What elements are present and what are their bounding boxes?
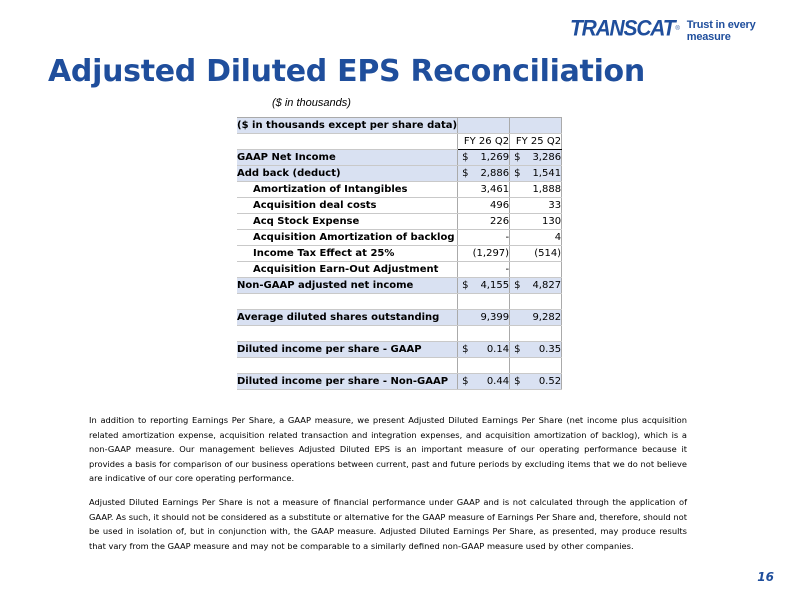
table-column-header-row — [237, 134, 562, 150]
table-row — [237, 182, 562, 198]
page-number: 16 — [757, 570, 774, 584]
currency-symbol: $ — [462, 168, 469, 179]
logo-tagline: Trust in every measure — [686, 18, 756, 43]
non-gaap-explanation-paragraph: In addition to reporting Earnings Per Share, a GAAP measure, we present Adjusted Diluted Earnings Per Share (net income plus acquisition related amortization expense, acquisition related transaction and integration expenses, and acquisition amortization of backlog), which is a non-GAAP measure. Our management believes Adjusted Diluted EPS is an important measure of our operating performance because it provides a basis for comparison of our business operations between current, past and future periods by excluding items that we do not believe are indicative of our core operating performance. — [89, 415, 687, 484]
non-gaap-disclaimer-paragraph: Adjusted Diluted Earnings Per Share is not a measure of financial performance under GAAP and is not calculated through the application of GAAP. As such, it should not be considered as a substitute or alternative for the GAAP measure of Earnings Per Share and, therefore, should not be used in isolation of, but in conjunction with, the GAAP measure. Adjusted Diluted Earnings Per Share, as presented, may produce results that vary from the GAAP measure and may not be comparable to a similarly defined non-GAAP measure used by other companies. — [89, 497, 687, 551]
value-cell: 130 — [510, 214, 562, 230]
value-cell: 1,888 — [510, 182, 562, 198]
currency-symbol: $ — [514, 152, 521, 163]
eps-reconciliation-table — [237, 117, 562, 390]
value-cell: 0.35 — [538, 344, 562, 355]
currency-symbol: $ — [514, 168, 521, 179]
currency-symbol: $ — [462, 376, 469, 387]
row-label: Acq Stock Expense — [237, 214, 458, 230]
value-cell — [510, 262, 562, 278]
table-spacer-row — [237, 294, 562, 310]
units-note: ($ in thousands) — [272, 97, 351, 109]
currency-symbol: $ — [462, 344, 469, 355]
page-title: Adjusted Diluted EPS Reconciliation — [48, 54, 645, 89]
value-cell: 0.52 — [538, 376, 562, 387]
table-row — [237, 230, 562, 246]
table-spacer-row — [237, 358, 562, 374]
value-cell: - — [458, 230, 510, 246]
row-label: GAAP Net Income — [237, 150, 458, 166]
table-row — [237, 342, 562, 358]
table-units-label: ($ in thousands except per share data) — [237, 118, 458, 134]
currency-symbol: $ — [514, 344, 521, 355]
table-header-row — [237, 118, 562, 134]
table-row — [237, 150, 562, 166]
value-cell: 0.14 — [486, 344, 510, 355]
row-label: Average diluted shares outstanding — [237, 310, 458, 326]
value-cell: 4,155 — [480, 280, 510, 291]
row-label: Non-GAAP adjusted net income — [237, 278, 458, 294]
currency-symbol: $ — [514, 376, 521, 387]
value-cell: 226 — [458, 214, 510, 230]
row-label: Amortization of Intangibles — [237, 182, 458, 198]
value-cell: 4,827 — [532, 280, 562, 291]
logo-registered-mark: ® — [675, 26, 680, 32]
row-label: Add back (deduct) — [237, 166, 458, 182]
value-cell: 4 — [510, 230, 562, 246]
logo-wordmark: TRANSCAT — [570, 16, 675, 41]
row-label: Income Tax Effect at 25% — [237, 246, 458, 262]
value-cell: (1,297) — [458, 246, 510, 262]
value-cell: 496 — [458, 198, 510, 214]
table-row — [237, 310, 562, 326]
row-label: Acquisition Amortization of backlog — [237, 230, 458, 246]
value-cell: (514) — [510, 246, 562, 262]
table-row — [237, 278, 562, 294]
table-row — [237, 198, 562, 214]
row-label: Diluted income per share - Non-GAAP — [237, 374, 458, 390]
value-cell: 1,541 — [532, 168, 562, 179]
value-cell: 2,886 — [480, 168, 510, 179]
transcat-logo — [570, 16, 800, 43]
table-row — [237, 214, 562, 230]
column-header: FY 26 Q2 — [458, 134, 510, 150]
value-cell: - — [458, 262, 510, 278]
table-row — [237, 262, 562, 278]
currency-symbol: $ — [462, 152, 469, 163]
row-label: Diluted income per share - GAAP — [237, 342, 458, 358]
currency-symbol: $ — [462, 280, 469, 291]
column-header: FY 25 Q2 — [510, 134, 562, 150]
value-cell: 3,461 — [458, 182, 510, 198]
table-row — [237, 246, 562, 262]
currency-symbol: $ — [514, 280, 521, 291]
value-cell: 9,399 — [458, 310, 510, 326]
table-row — [237, 374, 562, 390]
table-row — [237, 166, 562, 182]
value-cell: 9,282 — [510, 310, 562, 326]
value-cell: 0.44 — [486, 376, 510, 387]
table-spacer-row — [237, 326, 562, 342]
value-cell: 33 — [510, 198, 562, 214]
row-label: Acquisition Earn-Out Adjustment — [237, 262, 458, 278]
value-cell: 1,269 — [480, 152, 510, 163]
value-cell: 3,286 — [532, 152, 562, 163]
row-label: Acquisition deal costs — [237, 198, 458, 214]
